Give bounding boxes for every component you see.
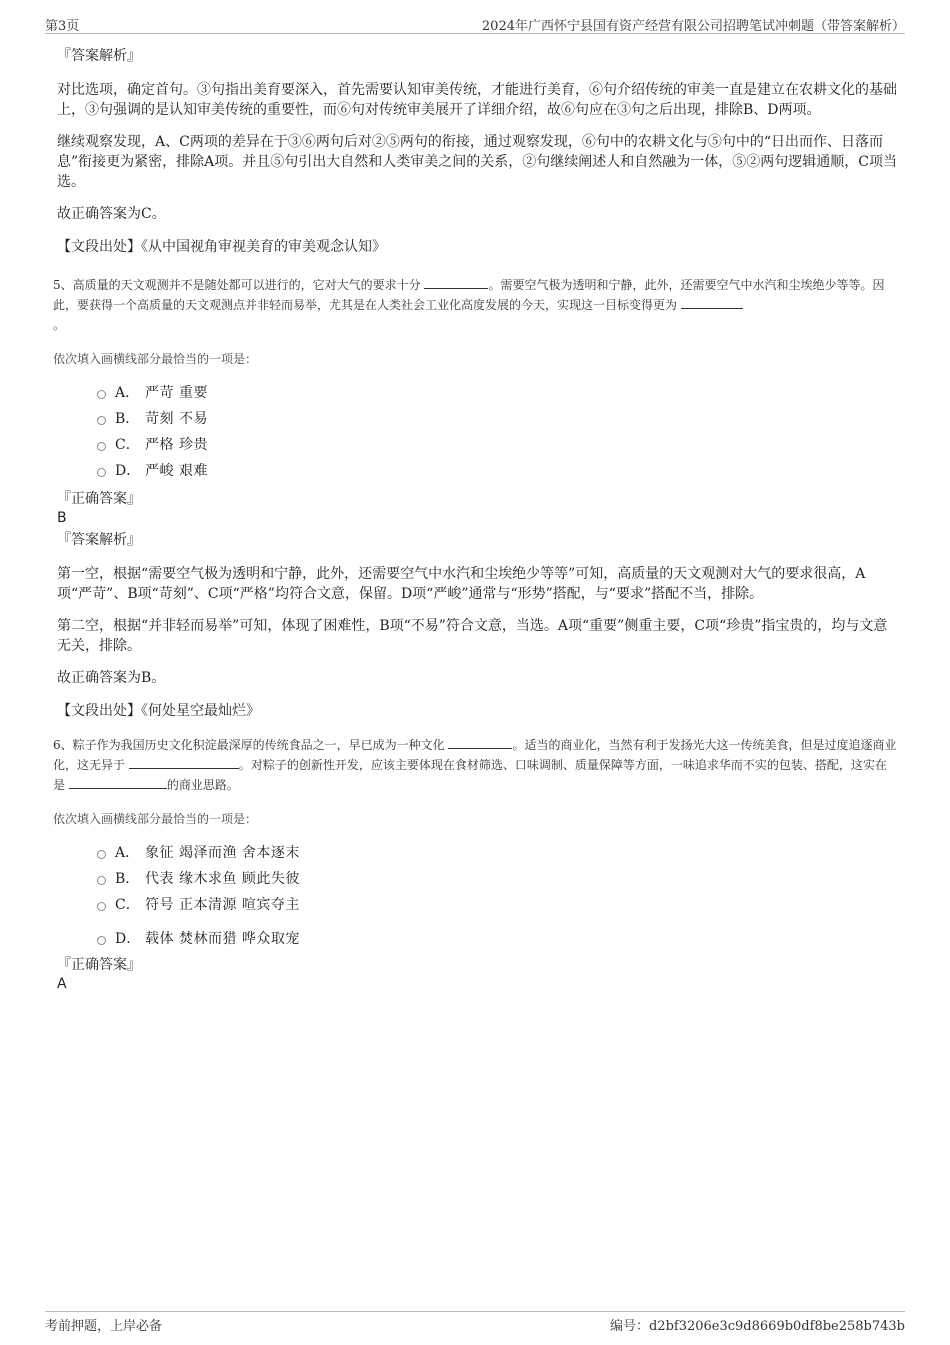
q6-option-a[interactable] (97, 839, 897, 865)
q5-number: 5、 (53, 278, 73, 292)
q5-option-c[interactable] (97, 431, 897, 457)
q4-analysis-para-2: 继续观察发现，A、C两项的差异在于③⑥两句后对②⑤两句的衔接，通过观察发现，⑥句中的农耕文化与⑤句中的“日出而作、日落而息”衔接更为紧密，排除A项。并且⑤句引出大自然和人类审美之间的关系，②句继续阐述人和自然融为一体，⑤②两句逻辑通顺，C项当选。 (57, 134, 897, 190)
document-title: 2024年广西怀宁县国有资产经营有限公司招聘笔试冲刺题（带答案解析） (481, 19, 905, 34)
radio-icon[interactable] (97, 936, 106, 945)
q5-text-b: 。需要空气极为透明和宁静，此外，还需要空气中水汽和尘埃绝少等等。因此，要获得一个高质量的天文观测点并非轻而易举，尤其是在人类社会工业化高度发展的今天，实现这一目标变得更为 (53, 278, 885, 312)
q5-conclusion: 故正确答案为B。 (57, 670, 166, 686)
q6-text-a: 粽子作为我国历史文化积淀最深厚的传统食品之一，早已成为一种文化 (72, 738, 445, 752)
option-text: 严格 珍贵 (145, 437, 208, 453)
option-text: 严峻 艰难 (145, 463, 208, 479)
page-footer (45, 1311, 905, 1335)
option-text: 苛刻 不易 (145, 411, 208, 427)
q5-source: 【文段出处】《何处星空最灿烂》 (57, 703, 260, 719)
q5-answer-value: B (57, 510, 67, 526)
q6-answer-label: 『正确答案』 (57, 957, 141, 973)
q5-text-a: 高质量的天文观测并不是随处都可以进行的，它对大气的要求十分 (72, 278, 421, 292)
q6-text-b: 。适当的商业化，当然有利于发扬光大这一传统美食，但是过度追逐商业化，这无异于 (53, 738, 897, 772)
q5-option-a[interactable] (97, 379, 897, 405)
q5-blank-2 (681, 295, 743, 309)
radio-icon[interactable] (97, 416, 106, 425)
q6-text-c: 。对粽子的创新性开发，应该主要体现在食材筛选、口味调制、质量保障等方面，一味追求华而不实的包装、搭配，这实在是 (53, 758, 887, 792)
q6-blank-1 (448, 735, 512, 749)
option-letter: B． (115, 871, 140, 887)
q5-analysis-para-1: 第一空，根据“需要空气极为透明和宁静，此外，还需要空气中水汽和尘埃绝少等等”可知，高质量的天文观测对大气的要求很高，A项“严苛”、B项“苛刻”、C项“严格”均符合文意，保留。D项“严峻”通常与“形势”搭配，与“要求”搭配不当，排除。 (57, 566, 866, 602)
q5-answer-label: 『正确答案』 (57, 491, 141, 507)
q4-source: 【文段出处】《从中国视角审视美育的审美观念认知》 (57, 239, 386, 255)
q4-analysis-label: 『答案解析』 (57, 48, 141, 64)
q6-blank-3 (69, 775, 167, 789)
q5-option-d[interactable] (97, 457, 897, 483)
q6-answer-value: A (57, 976, 67, 992)
option-letter: C． (115, 897, 140, 913)
option-letter: D． (115, 463, 141, 479)
radio-icon[interactable] (97, 442, 106, 451)
q6-text-d: 的商业思路。 (166, 778, 239, 792)
page-header (45, 14, 905, 34)
q6-question (53, 735, 897, 795)
q5-option-b[interactable] (97, 405, 897, 431)
q6-prompt: 依次填入画横线部分最恰当的一项是： (53, 812, 258, 826)
radio-icon[interactable] (97, 390, 106, 399)
option-text: 符号 正本清源 喧宾夺主 (145, 897, 300, 913)
option-letter: A． (115, 385, 140, 401)
q6-blank-2 (129, 755, 239, 769)
q6-number: 6、 (53, 738, 73, 752)
footer-serial: 编号：d2bf3206e3c9d8669b0df8be258b743b (609, 1319, 905, 1334)
page-number: 第3页 (45, 19, 80, 34)
q5-options (97, 379, 897, 483)
q6-option-b[interactable] (97, 865, 897, 891)
q5-text-c: 。 (53, 318, 66, 332)
q6-options (97, 839, 897, 951)
radio-icon[interactable] (97, 468, 106, 477)
option-letter: C． (115, 437, 140, 453)
main-content (53, 46, 897, 993)
option-text: 代表 缘木求鱼 顾此失彼 (145, 871, 300, 887)
option-letter: A． (115, 845, 140, 861)
q4-analysis-para-1: 对比选项，确定首句。③句指出美育要深入，首先需要认知审美传统，才能进行美育，⑥句介绍传统的审美一直是建立在农耕文化的基础上，③句强调的是认知审美传统的重要性，而⑥句对传统审美展开了详细介绍，故⑥句应在③句之后出现，排除B、D两项。 (57, 82, 897, 118)
radio-icon[interactable] (97, 876, 106, 885)
q5-question (53, 275, 897, 335)
q4-conclusion: 故正确答案为C。 (57, 206, 166, 222)
q5-prompt: 依次填入画横线部分最恰当的一项是： (53, 352, 258, 366)
q5-analysis-label: 『答案解析』 (57, 532, 141, 548)
option-letter: B． (115, 411, 140, 427)
q5-blank-1 (424, 275, 488, 289)
q6-option-c[interactable] (97, 891, 897, 917)
radio-icon[interactable] (97, 902, 106, 911)
q6-option-d[interactable] (97, 925, 897, 951)
q5-analysis-para-2: 第二空，根据“并非轻而易举”可知，体现了困难性，B项“不易”符合文意，当选。A项“重要”侧重主要，C项“珍贵”指宝贵的，均与文意无关，排除。 (57, 618, 888, 654)
footer-slogan: 考前押题，上岸必备 (45, 1319, 163, 1334)
option-text: 载体 焚林而猎 哗众取宠 (145, 931, 300, 947)
option-text: 严苛 重要 (145, 385, 208, 401)
option-letter: D． (115, 931, 141, 947)
radio-icon[interactable] (97, 850, 106, 859)
option-text: 象征 竭泽而渔 舍本逐末 (145, 845, 300, 861)
